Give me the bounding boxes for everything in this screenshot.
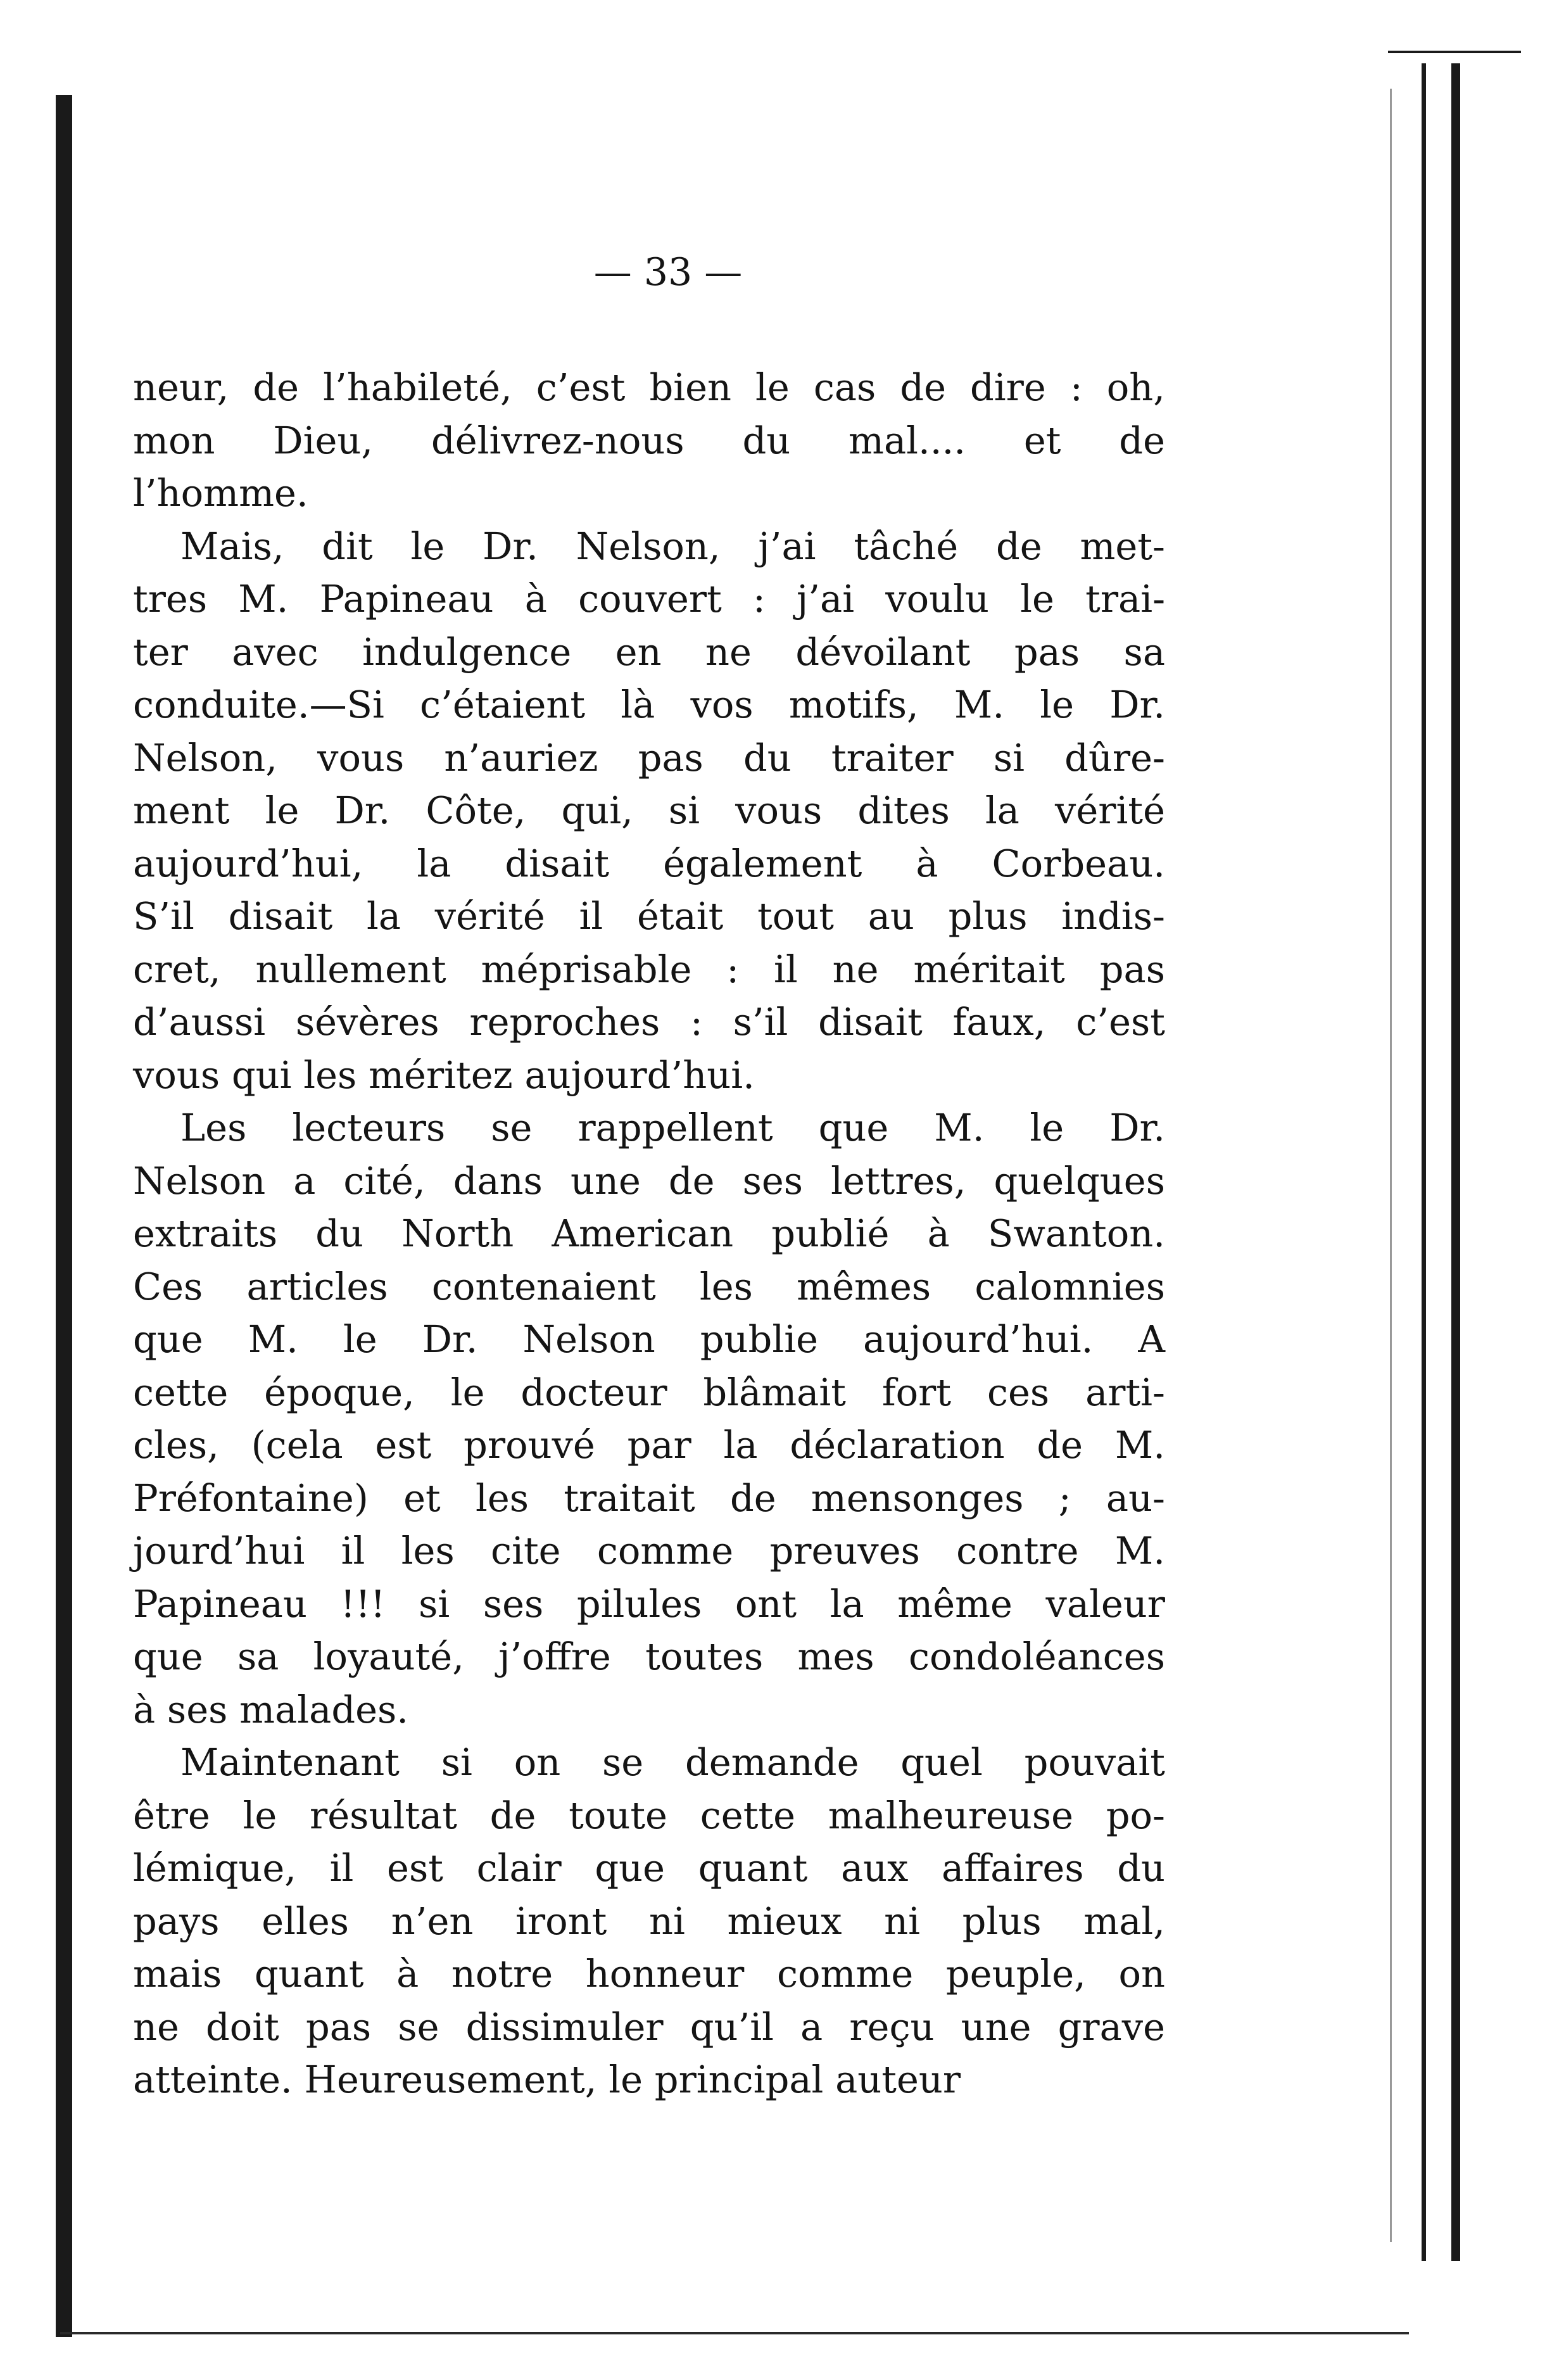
text-line: être le résultat de toute cette malheureuse po-	[133, 1793, 1165, 1837]
text-line: Nelson a cité, dans une de ses lettres, quelques	[133, 1158, 1165, 1203]
text-line: atteinte. Heureusement, le principal auteur	[133, 2058, 961, 2101]
page-number: — 33 —	[593, 250, 743, 294]
text-line: mais quant à notre honneur comme peuple, on	[133, 1952, 1165, 1996]
text-line: Papineau !!! si ses pilules ont la même valeur	[133, 1581, 1165, 1626]
text-line: jourd’hui il les cite comme preuves contre M.	[133, 1529, 1165, 1573]
text-line: cret, nullement méprisable : il ne méritait pas	[133, 947, 1165, 991]
text-line: conduite.—Si c’étaient là vos motifs, M. le Dr.	[133, 683, 1165, 726]
text-line: Nelson, vous n’auriez pas du traiter si dûre-	[133, 735, 1165, 780]
text-line: Maintenant si on se demande quel pouvait	[180, 1740, 1165, 1784]
text-line: Préfontaine) et les traitait de mensonges ; au-	[133, 1476, 1165, 1520]
text-line: ter avec indulgence en ne dévoilant pas sa	[133, 630, 1165, 674]
text-line: Ces articles contenaient les mêmes calomnies	[133, 1264, 1165, 1308]
text-line: Mais, dit le Dr. Nelson, j’ai tâché de met-	[180, 524, 1165, 568]
text-line: tres M. Papineau à couvert : j’ai voulu le trai-	[133, 577, 1165, 621]
text-line: mon Dieu, délivrez-nous du mal.... et de	[133, 418, 1165, 462]
text-line: que M. le Dr. Nelson publie aujourd’hui. A	[133, 1317, 1165, 1361]
scan-margin-line	[1390, 89, 1392, 2242]
paragraph	[133, 1736, 1165, 2106]
scan-bottom-rule	[60, 2332, 1409, 2334]
text-line: pays elles n’en iront ni mieux ni plus mal,	[133, 1899, 1165, 1943]
text-line: S’il disait la vérité il était tout au plus indis-	[133, 894, 1165, 938]
text-line: ment le Dr. Côte, qui, si vous dites la vérité	[133, 788, 1165, 832]
paragraph	[133, 520, 1165, 1102]
text-body	[133, 361, 1165, 2106]
text-line: ne doit pas se dissimuler qu’il a reçu une grave	[133, 2004, 1165, 2049]
text-line: Les lecteurs se rappellent que M. le Dr.	[180, 1106, 1165, 1149]
paragraph	[133, 361, 1165, 520]
text-line: que sa loyauté, j’offre toutes mes condoléances	[133, 1635, 1165, 1678]
text-line: neur, de l’habileté, c’est bien le cas de dire : oh,	[133, 365, 1165, 409]
scan-page-edge	[1422, 63, 1460, 2261]
page-body	[133, 250, 1165, 2106]
text-line: extraits du North American publié à Swanton.	[133, 1212, 1165, 1255]
text-line: vous qui les méritez aujourd’hui.	[133, 1053, 755, 1097]
text-line: cette époque, le docteur blâmait fort ces arti-	[133, 1370, 1165, 1414]
text-line: d’aussi sévères reproches : s’il disait faux, c’est	[133, 1000, 1165, 1044]
text-line: l’homme.	[133, 471, 308, 515]
text-line: à ses malades.	[133, 1687, 409, 1731]
scan-binding-edge	[56, 95, 72, 2337]
text-line: cles, (cela est prouvé par la déclaration de M.	[133, 1423, 1165, 1467]
paragraph	[133, 1101, 1165, 1736]
text-line: lémique, il est clair que quant aux affaires du	[133, 1846, 1165, 1890]
text-line: aujourd’hui, la disait également à Corbeau.	[133, 841, 1165, 885]
